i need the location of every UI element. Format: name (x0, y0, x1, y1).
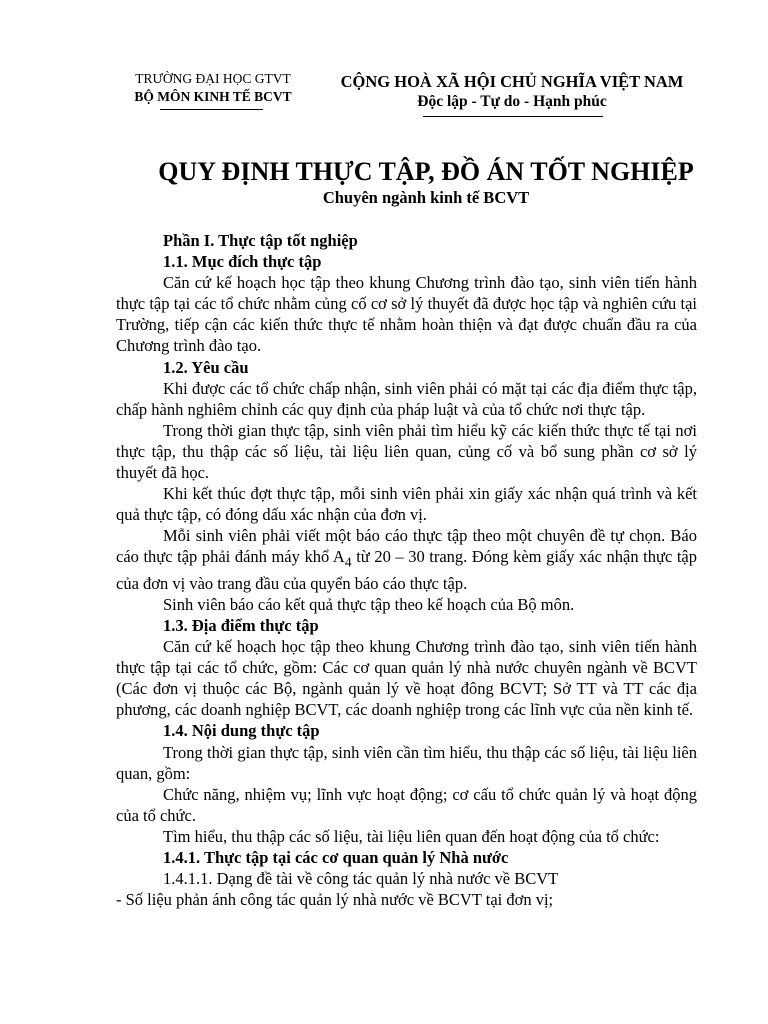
section-heading: 1.1. Mục đích thực tập (163, 252, 322, 272)
paragraph: Sinh viên báo cáo kết quả thực tập theo kế hoạch của Bộ môn. (163, 594, 575, 614)
school-name: TRƯỜNG ĐẠI HỌC GTVT (135, 71, 291, 86)
paragraph: Căn cứ kế hoạch học tập theo khung Chương trình đào tạo, sinh viên tiến hành thực tập tại các tổ chức, gồm: Các cơ quan quản lý nhà nước chuyên ngành về BCVT (Các đơn vị thuộc các Bộ, ngành quản lý về hoạt đông BCVT; Sở TT và TT các địa phương, các doanh nghiệp BCVT, các doanh nghiệp trong các lĩnh vực của nền kinh tế. (116, 637, 697, 720)
subsection-heading: 1.4.1. Thực tập tại các cơ quan quản lý Nhà nước (163, 848, 509, 868)
header-right (322, 72, 702, 112)
section-heading: 1.4. Nội dung thực tập (163, 721, 320, 741)
document-body (116, 230, 697, 910)
paragraph (116, 525, 697, 594)
paragraph: Trong thời gian thực tập, sinh viên phải tìm hiểu kỹ các kiến thức thực tế tại nơi thực tập, thu thập các số liệu, tài liệu liên quan, củng cố và bổ sung phần cơ sở lý thuyết đã học. (116, 420, 697, 483)
section-heading: 1.2. Yêu cầu (163, 357, 249, 377)
paragraph: Chức năng, nhiệm vụ; lĩnh vực hoạt động; cơ cấu tổ chức quản lý và hoạt động của tổ chức. (116, 784, 697, 825)
header-left (118, 70, 308, 106)
header-left-underline (160, 109, 263, 110)
paragraph: Khi kết thúc đợt thực tập, mỗi sinh viên phải xin giấy xác nhận quá trình và kết quả thực tập, có đóng dấu xác nhận của đơn vị. (116, 484, 697, 525)
country-name: CỘNG HOÀ XÃ HỘI CHỦ NGHĨA VIỆT NAM (340, 72, 684, 91)
paragraph-text: Mỗi sinh viên phải viết một báo cáo thực tập theo một chuyên đề tự chọn. Báo cáo thực tập phải đánh máy khổ A (116, 526, 697, 567)
subscript: 4 (344, 554, 352, 570)
paragraph-text: từ 20 – 30 trang. Đóng kèm giấy xác nhận thực tập của đơn vị vào trang đầu của quyển báo cáo thực tập. (116, 547, 697, 593)
paragraph: Căn cứ kế hoạch học tập theo khung Chương trình đào tạo, sinh viên tiến hành thực tập tại các tổ chức nhằm củng cố cơ sở lý thuyết đã được học tập và nghiên cứu tại Trường, tiếp cận các kiến thức thực tế nhằm hoàn thiện và đạt được chuẩn đầu ra của Chương trình đào tạo. (116, 273, 697, 356)
part-heading: Phần I. Thực tập tốt nghiệp (163, 231, 358, 250)
section-heading: 1.3. Địa điểm thực tập (163, 615, 319, 635)
paragraph: Tìm hiểu, thu thập các số liệu, tài liệu liên quan đến hoạt động của tổ chức: (163, 826, 660, 846)
department-name: BỘ MÔN KINH TẾ BCVT (134, 89, 292, 104)
document-subtitle: Chuyên ngành kinh tế BCVT (322, 188, 530, 207)
header-right-underline (423, 116, 603, 117)
sub-subsection-heading: 1.4.1.1. Dạng đề tài về công tác quản lý nhà nước về BCVT (163, 869, 559, 889)
paragraph: Trong thời gian thực tập, sinh viên cần tìm hiểu, thu thập các số liệu, tài liệu liên quan, gồm: (116, 742, 697, 783)
list-item: - Số liệu phản ánh công tác quản lý nhà nước về BCVT tại đơn vị; (116, 890, 554, 910)
national-motto: Độc lập - Tự do - Hạnh phúc (417, 93, 607, 110)
document-title: QUY ĐỊNH THỰC TẬP, ĐỒ ÁN TỐT NGHIỆP (158, 157, 694, 186)
paragraph: Khi được các tổ chức chấp nhận, sinh viên phải có mặt tại các địa điểm thực tập, chấp hành nghiêm chỉnh các quy định của pháp luật và của tổ chức nơi thực tập. (116, 378, 697, 419)
